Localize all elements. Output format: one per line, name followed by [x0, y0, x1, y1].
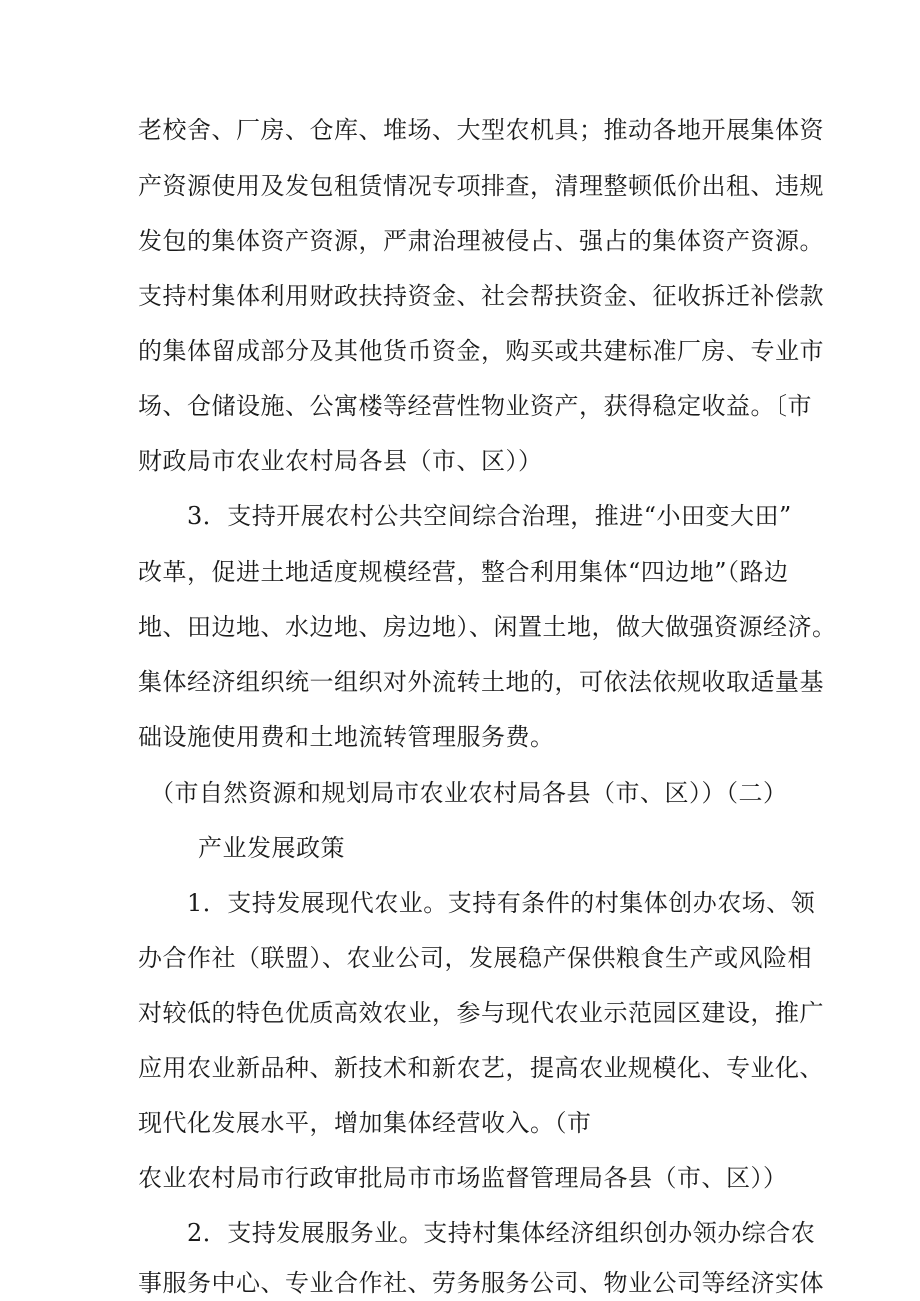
- text-line-18: 应用农业新品种、新技术和新农艺，提高农业规模化、专业化、: [138, 1054, 824, 1082]
- text-line-5: 的集体留成部分及其他货币资金，购买或共建标准厂房、专业市: [138, 337, 824, 365]
- text-line-15: 1．支持发展现代农业。支持有条件的村集体创办农场、领: [187, 889, 816, 917]
- text-line-20: 农业农村局市行政审批局市市场监督管理局各县（市、区））: [138, 1164, 788, 1192]
- text-line-13: （市自然资源和规划局市农业农村局各县（市、区））（二）: [150, 779, 788, 807]
- text-line-10: 地、田边地、水边地、房边地）、闲置土地，做大做强资源经济。: [138, 613, 837, 641]
- text-line-16: 办合作社（联盟）、农业公司，发展稳产保供粮食生产或风险相: [138, 944, 812, 972]
- text-line-6: 场、仓储设施、公寓楼等经营性物业资产，获得稳定收益。〔市: [138, 392, 812, 420]
- text-line-21: 2．支持发展服务业。支持村集体经济组织创办领办综合农: [187, 1219, 816, 1247]
- text-line-1: 老校舍、厂房、仓库、堆场、大型农机具；推动各地开展集体资: [138, 116, 824, 144]
- text-line-17: 对较低的特色优质高效农业，参与现代农业示范园区建设，推广: [138, 999, 824, 1027]
- text-line-19: 现代化发展水平，增加集体经营收入。（市: [138, 1109, 592, 1137]
- text-line-11: 集体经济组织统一组织对外流转土地的，可依法依规收取适量基: [138, 668, 824, 696]
- text-line-7: 财政局市农业农村局各县（市、区））: [138, 447, 543, 475]
- text-line-2: 产资源使用及发包租赁情况专项排查，清理整顿低价出租、违规: [138, 172, 824, 200]
- section-heading: 产业发展政策: [198, 834, 345, 862]
- text-line-3: 发包的集体资产资源，严肃治理被侵占、强占的集体资产资源。: [138, 227, 824, 255]
- text-line-8: 3．支持开展农村公共空间综合治理，推进“小田变大田”: [187, 502, 792, 530]
- text-line-4: 支持村集体利用财政扶持资金、社会帮扶资金、征收拆迁补偿款: [138, 282, 824, 310]
- text-line-12: 础设施使用费和土地流转管理服务费。: [138, 723, 555, 751]
- text-line-22: 事服务中心、专业合作社、劳务服务公司、物业公司等经济实体: [138, 1269, 824, 1297]
- text-line-9: 改革，促进土地适度规模经营，整合利用集体“四边地”（路边: [138, 558, 789, 586]
